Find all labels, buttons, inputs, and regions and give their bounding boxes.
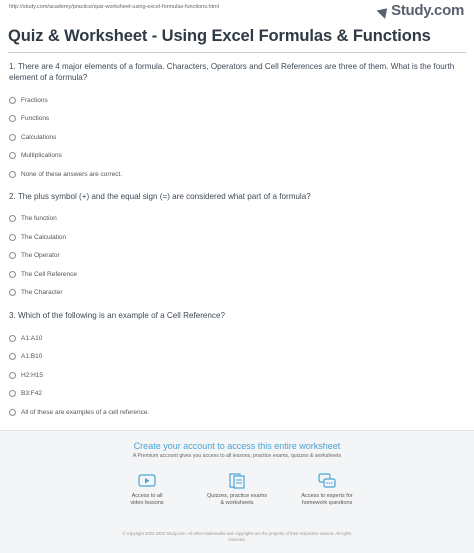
answer-label: Calculations	[21, 133, 57, 141]
radio-icon[interactable]	[9, 335, 16, 342]
question-1	[9, 61, 467, 184]
feature-caption-line: Access to all	[131, 493, 163, 499]
radio-icon[interactable]	[9, 353, 16, 360]
feature-caption-line: Quizzes, practice exams	[207, 493, 267, 499]
feature-caption	[102, 493, 192, 507]
logo-mark-icon	[377, 4, 392, 19]
copyright-line: reserved.	[228, 537, 246, 542]
radio-icon[interactable]	[9, 372, 16, 379]
answer-option[interactable]	[9, 403, 467, 422]
answer-label: A1:B10	[21, 353, 43, 361]
answer-option[interactable]	[9, 147, 467, 166]
answer-label: The Character	[21, 289, 63, 297]
copyright-line: © copyright 2003-2020 Study.com. All other trademarks and copyrights are the property of their respective owners. All rights	[122, 531, 352, 536]
question-list	[9, 61, 467, 422]
radio-icon[interactable]	[9, 171, 16, 178]
answer-label: The Operator	[21, 252, 60, 260]
answer-label: The Calculation	[21, 233, 67, 241]
radio-icon[interactable]	[9, 252, 16, 259]
feature-caption-line: Access to experts for	[301, 493, 353, 499]
radio-icon[interactable]	[9, 409, 16, 416]
answer-label: None of these answers are correct.	[21, 170, 123, 178]
answer-option[interactable]	[9, 247, 467, 266]
chat-icon	[317, 473, 337, 489]
answer-option[interactable]	[9, 165, 467, 184]
feature-caption-line: homework questions	[301, 500, 353, 506]
answer-option[interactable]	[9, 210, 467, 229]
answer-option[interactable]	[9, 110, 467, 129]
answer-label: A1:A10	[21, 334, 43, 342]
answer-label: The function	[21, 215, 57, 223]
feature-experts	[282, 473, 372, 507]
video-icon	[137, 473, 157, 489]
radio-icon[interactable]	[9, 115, 16, 122]
answer-label: B3:F42	[21, 390, 42, 398]
promo-title[interactable]: Create your account to access this entire worksheet	[133, 441, 341, 451]
radio-icon[interactable]	[9, 152, 16, 159]
page-url: http://study.com/academy/practice/quiz-worksheet-using-excel-formulas-functions.html	[9, 4, 219, 10]
answer-label: H2:H15	[21, 371, 44, 379]
answer-option[interactable]	[9, 91, 467, 110]
study-logo[interactable]	[378, 2, 464, 19]
premium-promo	[0, 430, 474, 553]
radio-icon[interactable]	[9, 289, 16, 296]
quiz-icon	[227, 473, 247, 489]
question-text: 2. The plus symbol (+) and the equal sign (=) are considered what part of a formula?	[9, 191, 311, 201]
answer-label: All of these are examples of a cell reference.	[21, 408, 150, 416]
answer-label: Functions	[21, 115, 50, 123]
question-2	[9, 191, 467, 303]
question-text: 1. There are 4 major elements of a formula. Characters, Operators and Cell References are three of them. What is the fourth element of a formula?	[9, 62, 455, 82]
title-divider	[8, 52, 466, 53]
answer-option[interactable]	[9, 284, 467, 303]
feature-caption-line: & worksheets	[220, 500, 254, 506]
answer-option[interactable]	[9, 348, 467, 367]
answer-label: The Cell Reference	[21, 270, 77, 278]
page-title: Quiz & Worksheet - Using Excel Formulas & Functions	[8, 27, 431, 45]
feature-quizzes	[192, 473, 282, 507]
answer-option[interactable]	[9, 128, 467, 147]
radio-icon[interactable]	[9, 97, 16, 104]
answer-label: Multiplications	[21, 152, 62, 160]
answer-option[interactable]	[9, 228, 467, 247]
feature-video-lessons	[102, 473, 192, 507]
radio-icon[interactable]	[9, 134, 16, 141]
copyright-notice	[60, 531, 414, 543]
question-3	[9, 310, 467, 422]
radio-icon[interactable]	[9, 271, 16, 278]
answer-option[interactable]	[9, 366, 467, 385]
answer-option[interactable]	[9, 385, 467, 404]
answer-option[interactable]	[9, 265, 467, 284]
feature-caption-line: video lessons	[130, 500, 164, 506]
radio-icon[interactable]	[9, 390, 16, 397]
feature-caption	[282, 493, 372, 507]
feature-caption	[192, 493, 282, 507]
answer-label: Fractions	[21, 96, 48, 104]
logo-text: Study.com	[391, 2, 464, 19]
answer-option[interactable]	[9, 329, 467, 348]
question-text: 3. Which of the following is an example of a Cell Reference?	[9, 311, 225, 320]
promo-subtitle: A Premium account gives you access to all lessons, practice exams, quizzes & worksheets	[132, 453, 342, 459]
radio-icon[interactable]	[9, 215, 16, 222]
radio-icon[interactable]	[9, 234, 16, 241]
